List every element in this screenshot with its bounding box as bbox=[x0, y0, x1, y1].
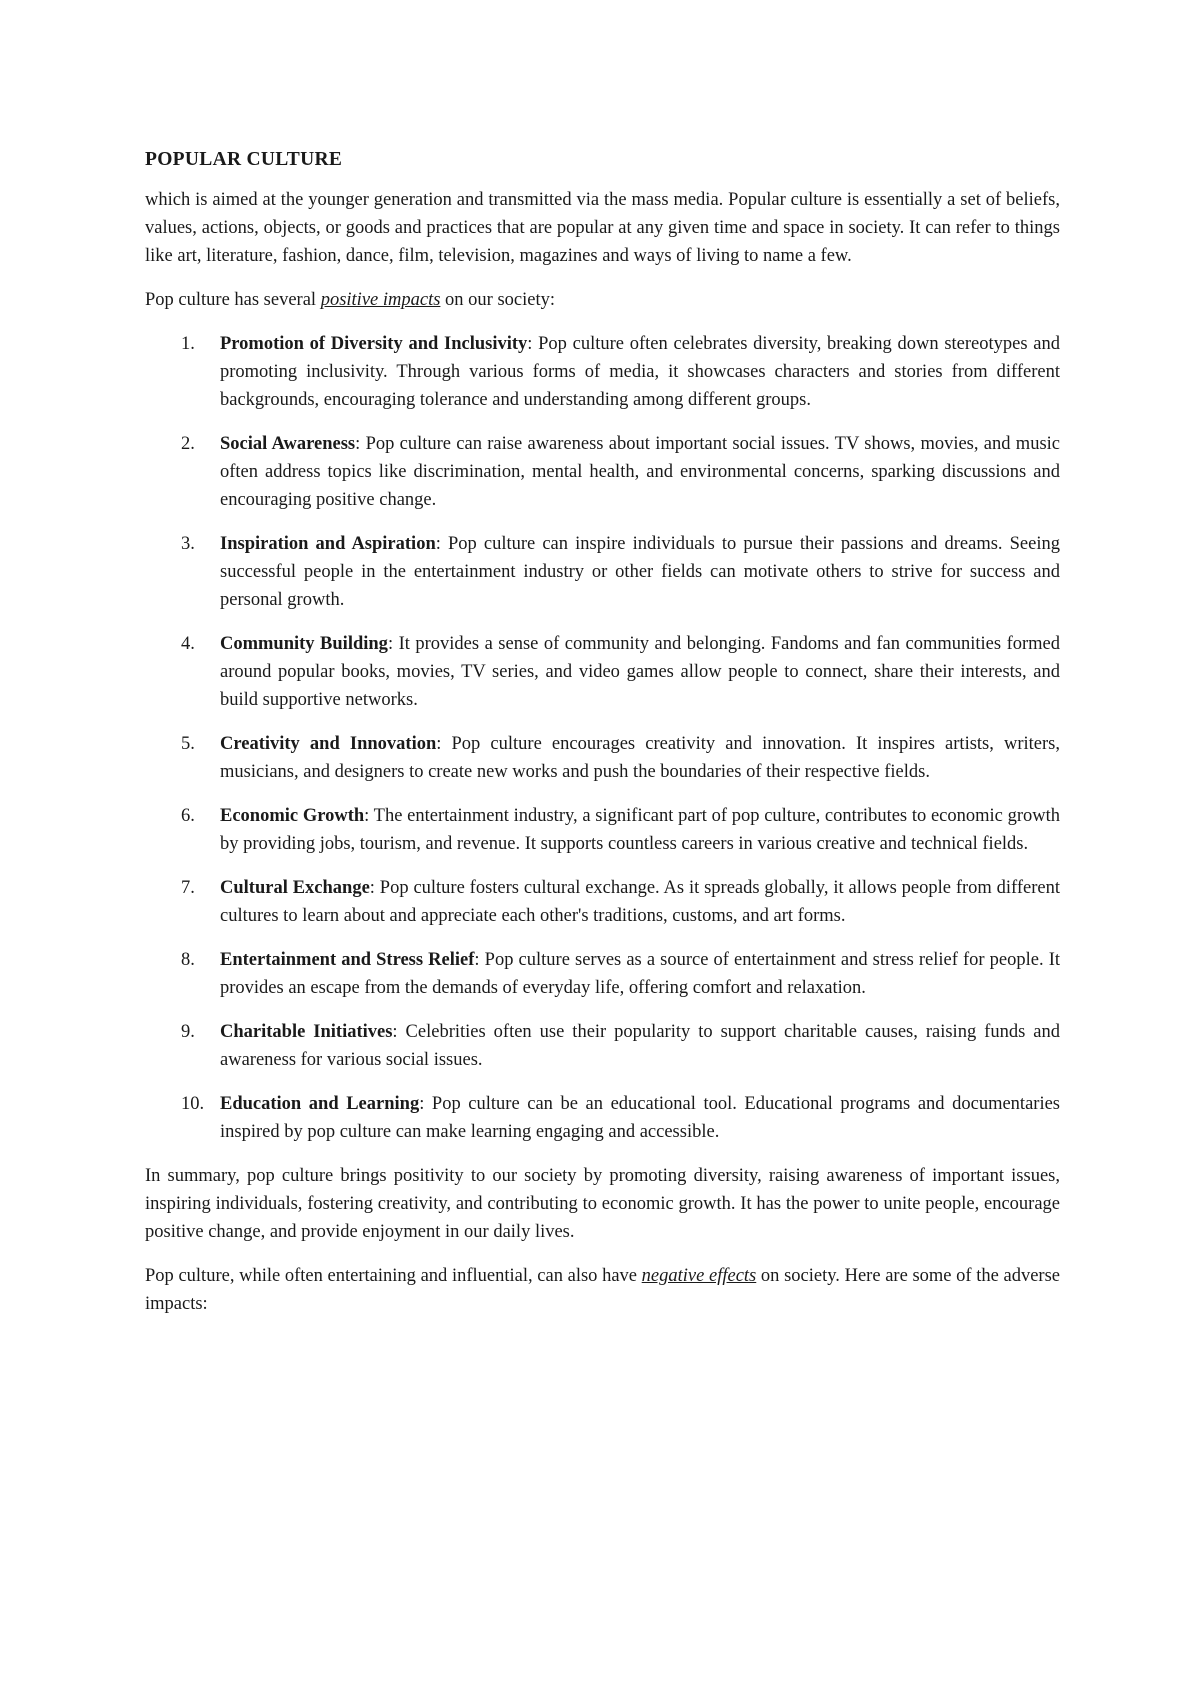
list-item-number: 9. bbox=[181, 1022, 195, 1042]
positive-impacts-list bbox=[145, 330, 1060, 1146]
list-item-term: Social Awareness bbox=[220, 434, 356, 454]
list-item bbox=[145, 946, 1060, 1002]
list-item-term: Inspiration and Aspiration bbox=[220, 534, 436, 554]
negative-lead-before: Pop culture, while often entertaining and influential, can also have bbox=[145, 1266, 642, 1286]
list-item-text: : Pop culture can inspire individuals to pursue their passions and dreams. Seeing successful people in the entertainment industry or other fields can motivate others to strive for success and personal growth. bbox=[220, 534, 1060, 610]
list-item-term: Community Building bbox=[220, 634, 388, 654]
list-item-text: : Pop culture often celebrates diversity, breaking down stereotypes and promoting inclusivity. Through various forms of media, it showcases characters and stories from different backgrounds, encouraging tolerance and understanding among different groups. bbox=[220, 334, 1060, 410]
list-item-number: 4. bbox=[181, 634, 195, 654]
list-item-number: 6. bbox=[181, 806, 195, 826]
list-item-number: 2. bbox=[181, 434, 195, 454]
list-item-text: : Celebrities often use their popularity to support charitable causes, raising funds and awareness for various social issues. bbox=[220, 1022, 1060, 1070]
list-item-text: : Pop culture encourages creativity and innovation. It inspires artists, writers, musicians, and designers to create new works and push the boundaries of their respective fields. bbox=[220, 734, 1060, 782]
list-item-text: : Pop culture can be an educational tool. Educational programs and documentaries inspired by pop culture can make learning engaging and accessible. bbox=[220, 1094, 1060, 1142]
list-item bbox=[145, 530, 1060, 614]
list-item-term: Education and Learning bbox=[220, 1094, 420, 1114]
list-item-number: 3. bbox=[181, 534, 195, 554]
list-item-number: 1. bbox=[181, 334, 195, 354]
list-item-text: : Pop culture can raise awareness about important social issues. TV shows, movies, and music often address topics like discrimination, mental health, and environmental concerns, sparking discussions and encouraging positive change. bbox=[220, 434, 1060, 510]
list-item bbox=[145, 874, 1060, 930]
intro-paragraph: which is aimed at the younger generation and transmitted via the mass media. Popular culture is essentially a set of beliefs, values, actions, objects, or goods and practices that are popular at any given time and space in society. It can refer to things like art, literature, fashion, dance, film, television, magazines and ways of living to name a few. bbox=[145, 190, 1060, 266]
negative-lead-after: on society. Here are some of the adverse impacts: bbox=[145, 1266, 1060, 1314]
negative-effects-emphasis: negative effects bbox=[641, 1266, 757, 1286]
list-item-text: : The entertainment industry, a significant part of pop culture, contributes to economic growth by providing jobs, tourism, and revenue. It supports countless careers in various creative and technical fields. bbox=[220, 806, 1060, 854]
list-item-number: 8. bbox=[181, 950, 195, 970]
list-item bbox=[145, 730, 1060, 786]
document-title: POPULAR CULTURE bbox=[145, 149, 343, 170]
positive-lead-before: Pop culture has several bbox=[145, 290, 321, 310]
list-item-number: 7. bbox=[181, 878, 195, 898]
list-item bbox=[145, 630, 1060, 714]
summary-paragraph: In summary, pop culture brings positivity to our society by promoting diversity, raising awareness of important issues, inspiring individuals, fostering creativity, and contributing to economic growth. It has the power to unite people, encourage positive change, and provide enjoyment in our daily lives. bbox=[145, 1166, 1060, 1242]
positive-lead-paragraph bbox=[145, 286, 1060, 314]
list-item-number: 5. bbox=[181, 734, 195, 754]
list-item-term: Cultural Exchange bbox=[220, 878, 370, 898]
list-item-number: 10. bbox=[181, 1094, 205, 1114]
list-item bbox=[145, 330, 1060, 414]
list-item-text: : It provides a sense of community and belonging. Fandoms and fan communities formed around popular books, movies, TV series, and video games allow people to connect, share their interests, and build supportive networks. bbox=[220, 634, 1061, 710]
list-item-term: Promotion of Diversity and Inclusivity bbox=[220, 334, 528, 354]
list-item-term: Charitable Initiatives bbox=[220, 1022, 393, 1042]
positive-impacts-emphasis: positive impacts bbox=[320, 290, 441, 310]
list-item-term: Creativity and Innovation bbox=[220, 734, 437, 754]
negative-lead-paragraph bbox=[145, 1262, 1060, 1318]
list-item bbox=[145, 1090, 1060, 1146]
list-item-text: : Pop culture fosters cultural exchange. As it spreads globally, it allows people from different cultures to learn about and appreciate each other's traditions, customs, and art forms. bbox=[220, 878, 1060, 926]
positive-lead-after: on our society: bbox=[440, 290, 555, 310]
document-page bbox=[145, 146, 1060, 1334]
list-item-term: Economic Growth bbox=[220, 806, 365, 826]
list-item bbox=[145, 430, 1060, 514]
list-item-term: Entertainment and Stress Relief bbox=[220, 950, 475, 970]
list-item bbox=[145, 1018, 1060, 1074]
list-item-text: : Pop culture serves as a source of entertainment and stress relief for people. It provides an escape from the demands of everyday life, offering comfort and relaxation. bbox=[220, 950, 1061, 998]
list-item bbox=[145, 802, 1060, 858]
